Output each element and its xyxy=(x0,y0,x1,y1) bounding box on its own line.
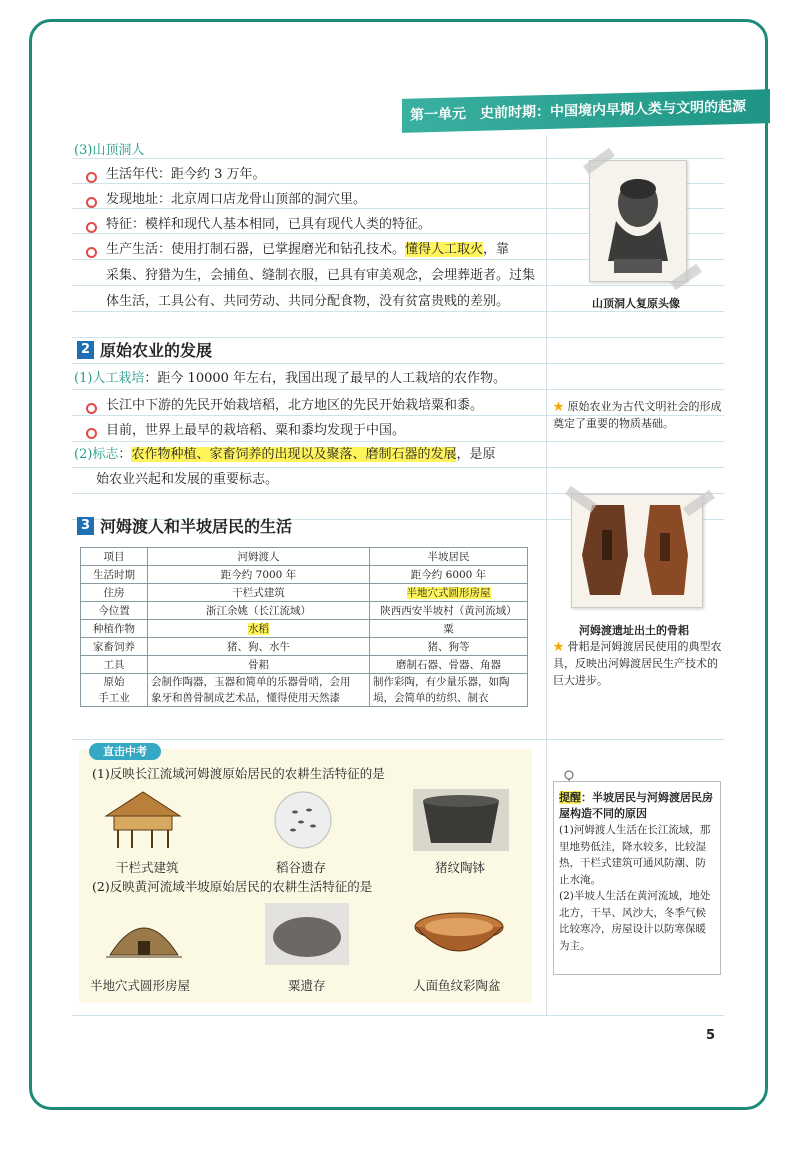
table-cell: 磨制石器、骨器、角器 xyxy=(370,656,528,674)
list-item: 发现地址：北京周口店龙骨山顶部的洞穴里。 xyxy=(106,192,367,207)
table-header: 河姆渡人 xyxy=(148,548,370,566)
paragraph-label: (2)标志 xyxy=(74,447,119,462)
exam-image-caption: 稻谷遗存 xyxy=(276,860,327,875)
ruled-line xyxy=(72,337,724,338)
ruled-line xyxy=(72,285,724,286)
tip-label: 提醒 xyxy=(559,791,581,804)
item-text: 生产生活：使用打制石器，已掌握磨光和钻孔技术。 xyxy=(106,242,406,257)
subhead-shandingdong: (3)山顶洞人 xyxy=(74,143,145,158)
table-row xyxy=(81,620,528,638)
ruled-line xyxy=(72,739,724,740)
section-heading-2 xyxy=(77,341,212,361)
table-row xyxy=(81,602,528,620)
cell-line: 制作彩陶，有少量乐器，如陶 xyxy=(373,676,510,688)
ruled-line xyxy=(72,467,724,468)
list-item-continuation: 采集、狩猎为生，会捕鱼、缝制衣服，已具有审美观念，会埋葬逝者。过集 xyxy=(106,268,536,283)
shandingdong-head-photo xyxy=(589,160,687,282)
table-cell: 猪、狗等 xyxy=(370,638,528,656)
round-hut-icon xyxy=(104,905,184,965)
exam-question-1: (1)反映长江流域河姆渡原始居民的农耕生活特征的是 xyxy=(92,766,385,781)
list-item: 长江中下游的先民开始栽培稻，北方地区的先民开始栽培粟和黍。 xyxy=(106,398,484,413)
cell-line: 象牙和兽骨制成艺术品，懂得使用天然漆 xyxy=(151,692,340,704)
table-row xyxy=(81,584,528,602)
table-cell: 距今约 6000 年 xyxy=(370,566,528,584)
tip-title xyxy=(559,790,715,822)
section-title: 河姆渡人和半坡居民的生活 xyxy=(100,517,293,536)
exam-image-caption: 人面鱼纹彩陶盆 xyxy=(413,978,501,993)
exam-tag: 直击中考 xyxy=(89,743,161,760)
note-text: 原始农业为古代文明社会的形成奠定了重要的物质基础。 xyxy=(553,400,722,430)
paragraph-marker xyxy=(74,446,495,464)
section-heading-3 xyxy=(77,517,292,537)
margin-divider xyxy=(546,135,547,1015)
photo-caption: 河姆渡遗址出土的骨耜 xyxy=(579,624,689,637)
table-cell xyxy=(148,674,370,707)
table-cell: 今位置 xyxy=(81,602,148,620)
paragraph-text: ： xyxy=(118,447,132,462)
cell-line: 手工业 xyxy=(98,692,130,704)
ruled-line xyxy=(72,363,724,364)
bust-icon xyxy=(590,161,686,281)
table-cell: 粟 xyxy=(370,620,528,638)
highlight-cell: 半地穴式圆形房屋 xyxy=(406,586,491,599)
tip-paragraph: (2)半坡人生活在黄河流域，地处北方，干旱、风沙大，冬季气候比较寒冷，房屋设计以防寒保暖为主。 xyxy=(559,890,711,952)
tip-paragraph: (1)河姆渡人生活在长江流域，那里地势低洼，降水较多，比较湿热，干栏式建筑可通风防潮、防止水淹。 xyxy=(559,824,711,886)
cell-line: 原始 xyxy=(103,676,125,688)
paragraph-text: ：距今 10000 年左右，我国出现了最早的人工栽培的农作物。 xyxy=(144,371,507,386)
table-row xyxy=(81,566,528,584)
section-number: 2 xyxy=(77,341,94,359)
star-icon: ★ xyxy=(553,640,564,653)
table-cell: 工具 xyxy=(81,656,148,674)
side-note-agriculture xyxy=(553,398,723,432)
exam-image-caption: 粟遗存 xyxy=(288,978,326,993)
ruled-line xyxy=(72,1015,724,1016)
star-icon: ★ xyxy=(553,400,564,413)
highlight-fire: 懂得人工取火 xyxy=(405,242,484,257)
paragraph-text: ，是原 xyxy=(456,447,496,462)
table-row xyxy=(81,638,528,656)
ruled-line xyxy=(72,158,724,159)
table-cell: 浙江余姚（长江流域） xyxy=(148,602,370,620)
table-cell xyxy=(370,674,528,707)
rice-grain-icon xyxy=(273,790,333,850)
millet-remains-icon xyxy=(265,903,349,965)
unit-banner: 第一单元 史前时期：中国境内早期人类与文明的起源 xyxy=(402,89,770,133)
table-header: 半坡居民 xyxy=(370,548,528,566)
tip-title-text: ：半坡居民与河姆渡居民房屋构造不同的原因 xyxy=(559,791,713,820)
table-header: 项目 xyxy=(81,548,148,566)
list-item-continuation: 体生活，工具公有、共同劳动、共同分配食物，没有贫富贵贱的差别。 xyxy=(106,294,510,309)
pig-pattern-bowl-icon xyxy=(413,789,509,851)
bullet-icon xyxy=(86,428,97,439)
ruled-line xyxy=(72,311,724,312)
paragraph-cultivation xyxy=(74,370,506,388)
bullet-icon xyxy=(86,222,97,233)
side-note-bone-si xyxy=(553,638,723,689)
tip-box xyxy=(553,781,721,975)
list-item: 特征：模样和现代人基本相同，已具有现代人类的特征。 xyxy=(106,217,432,232)
table-row xyxy=(81,674,528,707)
comparison-table xyxy=(80,547,528,707)
table-cell: 住房 xyxy=(81,584,148,602)
table-cell: 种植作物 xyxy=(81,620,148,638)
ruled-line xyxy=(72,441,724,442)
table-header-row xyxy=(81,548,528,566)
bullet-icon xyxy=(86,403,97,414)
table-row xyxy=(81,656,528,674)
bullet-icon xyxy=(86,172,97,183)
exam-question-2: (2)反映黄河流域半坡原始居民的农耕生活特征的是 xyxy=(92,879,373,894)
table-cell xyxy=(148,620,370,638)
exam-image-caption: 半地穴式圆形房屋 xyxy=(90,978,191,993)
table-cell: 家畜饲养 xyxy=(81,638,148,656)
list-item xyxy=(106,241,509,259)
section-number: 3 xyxy=(77,517,94,535)
table-cell: 生活时期 xyxy=(81,566,148,584)
bullet-icon xyxy=(86,197,97,208)
table-cell: 骨耜 xyxy=(148,656,370,674)
table-cell: 距今约 7000 年 xyxy=(148,566,370,584)
paragraph-label: (1)人工栽培 xyxy=(74,371,145,386)
cell-line: 会制作陶器，玉器和简单的乐器骨哨，会用 xyxy=(151,676,351,688)
item-text: ，靠 xyxy=(483,242,510,257)
section-title: 原始农业的发展 xyxy=(100,341,213,360)
photo-caption: 山顶洞人复原头像 xyxy=(592,297,680,310)
cell-line: 埙，会简单的纺织、制衣 xyxy=(373,692,489,704)
paragraph-continuation: 始农业兴起和发展的重要标志。 xyxy=(96,472,279,487)
list-item: 目前，世界上最早的栽培稻、粟和黍均发现于中国。 xyxy=(106,423,406,438)
highlight-cell: 水稻 xyxy=(248,622,269,635)
ruled-line xyxy=(72,389,724,390)
table-cell xyxy=(81,674,148,707)
highlight-marker: 农作物种植、家畜饲养的出现以及聚落、磨制石器的发展 xyxy=(131,447,457,462)
list-item: 生活年代：距今约 3 万年。 xyxy=(106,167,266,182)
table-cell: 陕西西安半坡村（黄河流域） xyxy=(370,602,528,620)
bullet-icon xyxy=(86,247,97,258)
note-text: 骨耜是河姆渡居民使用的典型农具，反映出河姆渡居民生产技术的巨大进步。 xyxy=(553,640,722,687)
table-cell: 猪、狗、水牛 xyxy=(148,638,370,656)
page-number: 5 xyxy=(706,1028,716,1043)
exam-image-caption: 猪纹陶钵 xyxy=(435,860,486,875)
fish-face-basin-icon xyxy=(412,905,506,965)
stilt-house-icon xyxy=(102,788,184,850)
table-cell xyxy=(370,584,528,602)
table-cell: 干栏式建筑 xyxy=(148,584,370,602)
exam-image-caption: 干栏式建筑 xyxy=(116,860,179,875)
